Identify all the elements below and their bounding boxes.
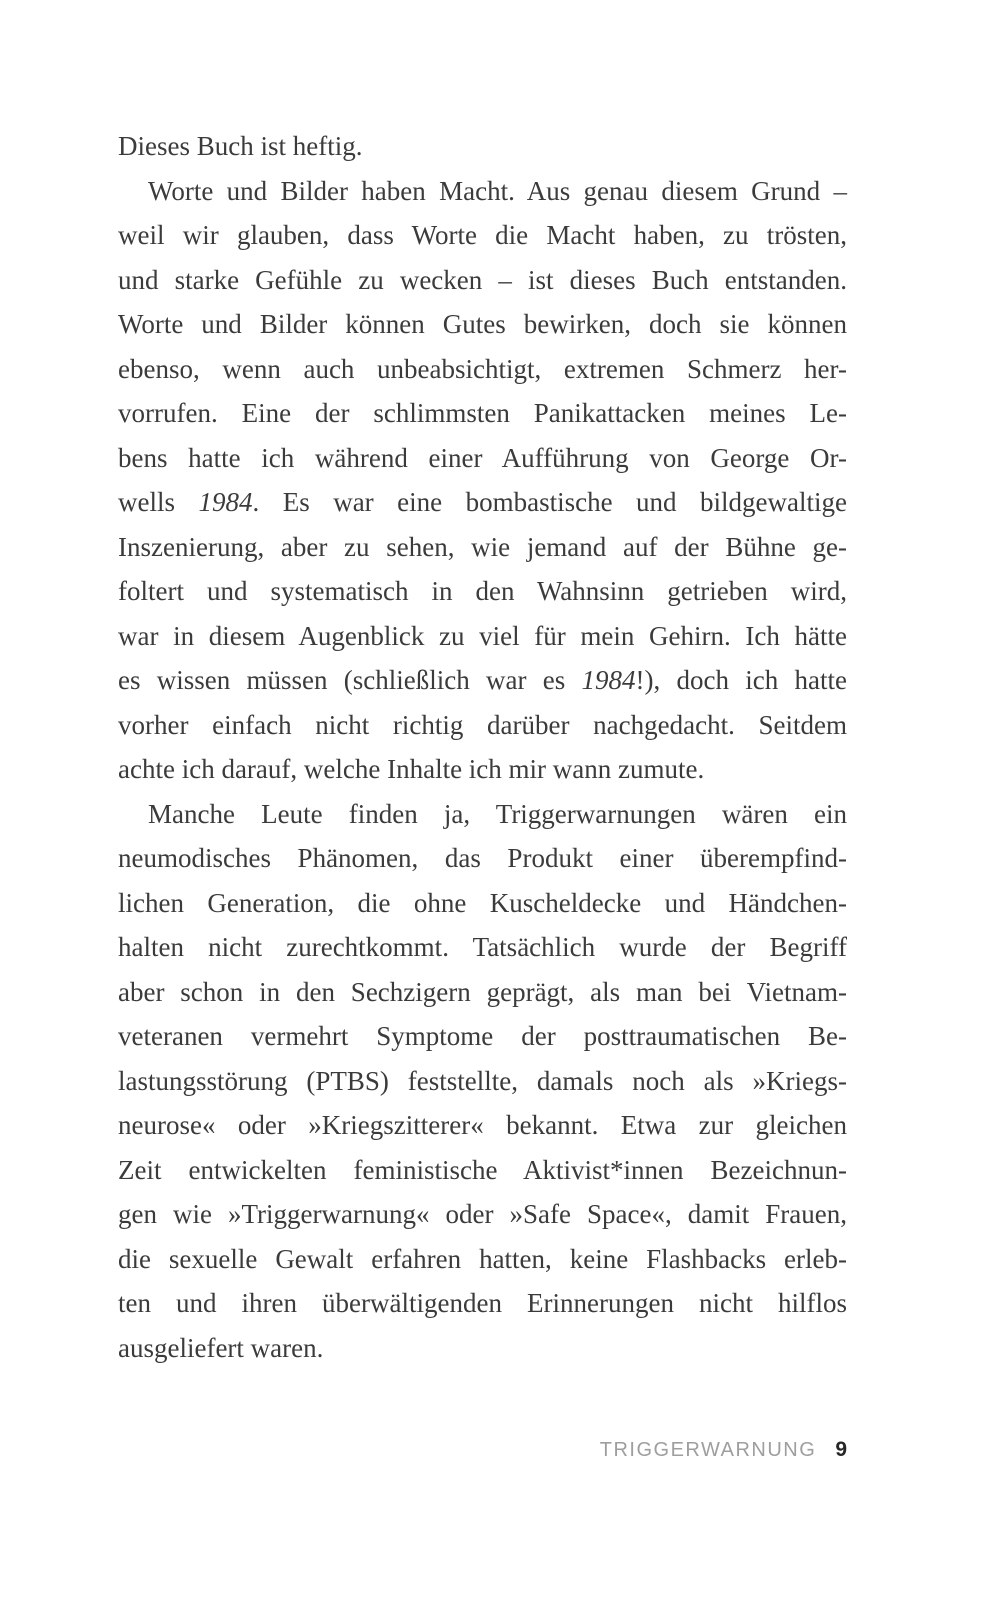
book-title-italic: 1984 — [581, 665, 636, 695]
text-segment: vorrufen. Eine der schlimmsten Panikattacken meines Le- — [118, 398, 847, 428]
text-segment: Worte und Bilder können Gutes bewirken, doch sie können — [118, 309, 847, 339]
text-line — [118, 1326, 847, 1371]
text-line — [118, 881, 847, 926]
text-segment: ebenso, wenn auch unbeabsichtigt, extremen Schmerz her- — [118, 353, 847, 384]
paragraph — [118, 124, 847, 169]
text-segment: achte ich darauf, welche Inhalte ich mir wann zumute. — [118, 754, 705, 784]
text-line — [118, 436, 847, 481]
text-line — [118, 1237, 847, 1282]
text-line — [118, 1103, 847, 1148]
running-head: TRIGGERWARNUNG — [599, 1439, 817, 1461]
text-line — [118, 1059, 847, 1104]
text-segment: !), doch ich hatte — [635, 665, 847, 695]
text-segment: aber schon in den Sechzigern geprägt, als man bei Vietnam- — [118, 976, 847, 1007]
text-line — [118, 169, 847, 214]
text-line — [118, 836, 847, 881]
text-segment: die sexuelle Gewalt erfahren hatten, keine Flashbacks erleb- — [118, 1243, 847, 1274]
text-line — [118, 1281, 847, 1326]
text-segment: ten und ihren überwältigenden Erinnerungen nicht hilflos — [118, 1288, 847, 1318]
text-line — [118, 569, 847, 614]
text-segment: war in diesem Augenblick zu viel für mein Gehirn. Ich hätte — [118, 620, 847, 651]
text-line — [118, 391, 847, 436]
text-line — [118, 525, 847, 570]
text-line — [118, 1192, 847, 1237]
text-segment: foltert und systematisch in den Wahnsinn getrieben wird, — [118, 576, 847, 606]
book-title-italic: 1984 — [198, 487, 253, 517]
text-line — [118, 1148, 847, 1193]
text-line — [118, 213, 847, 258]
text-line — [118, 124, 847, 169]
text-segment: neumodisches Phänomen, das Produkt einer überempfind- — [118, 843, 847, 873]
text-segment: Manche Leute finden ja, Triggerwarnungen wären ein — [148, 798, 847, 829]
text-line — [118, 747, 847, 792]
text-segment: . Es war eine bombastische und bildgewaltige — [252, 487, 847, 517]
text-line — [118, 614, 847, 659]
text-segment: Inszenierung, aber zu sehen, wie jemand auf der Bühne ge- — [118, 531, 847, 562]
footer — [118, 1438, 847, 1462]
text-segment: Dieses Buch ist heftig. — [118, 131, 363, 161]
text-line — [118, 302, 847, 347]
text-block — [118, 124, 847, 1370]
text-segment: vorher einfach nicht richtig darüber nachgedacht. Seitdem — [118, 709, 847, 740]
paragraph — [118, 169, 847, 792]
text-line — [118, 347, 847, 392]
text-line — [118, 925, 847, 970]
page-number: 9 — [835, 1438, 847, 1461]
text-segment: halten nicht zurechtkommt. Tatsächlich wurde der Begriff — [118, 932, 847, 962]
text-segment: Worte und Bilder haben Macht. Aus genau diesem Grund – — [148, 175, 847, 206]
text-segment: lastungsstörung (PTBS) feststellte, damals noch als »Kriegs- — [118, 1065, 847, 1096]
paragraph — [118, 792, 847, 1371]
text-segment: neurose« oder »Kriegszitterer« bekannt. Etwa zur gleichen — [118, 1110, 847, 1140]
text-segment: veteranen vermehrt Symptome der posttraumatischen Be- — [118, 1021, 847, 1051]
text-line — [118, 792, 847, 837]
text-segment: lichen Generation, die ohne Kuscheldecke und Händchen- — [118, 887, 847, 918]
text-line — [118, 658, 847, 703]
text-segment: es wissen müssen (schließlich war es — [118, 665, 582, 695]
text-segment: weil wir glauben, dass Worte die Macht haben, zu trösten, — [118, 220, 847, 250]
text-line — [118, 970, 847, 1015]
text-line — [118, 1014, 847, 1059]
text-segment: ausgeliefert waren. — [118, 1332, 324, 1363]
text-line — [118, 480, 847, 525]
text-segment: und starke Gefühle zu wecken – ist dieses Buch entstanden. — [118, 264, 847, 295]
text-line — [118, 703, 847, 748]
text-segment: bens hatte ich während einer Aufführung von George Or- — [118, 442, 847, 473]
text-line — [118, 258, 847, 303]
text-segment: gen wie »Triggerwarnung« oder »Safe Space«, damit Frauen, — [118, 1199, 847, 1229]
text-segment: wells — [118, 487, 199, 517]
text-segment: Zeit entwickelten feministische Aktivist*innen Bezeichnun- — [118, 1154, 847, 1185]
